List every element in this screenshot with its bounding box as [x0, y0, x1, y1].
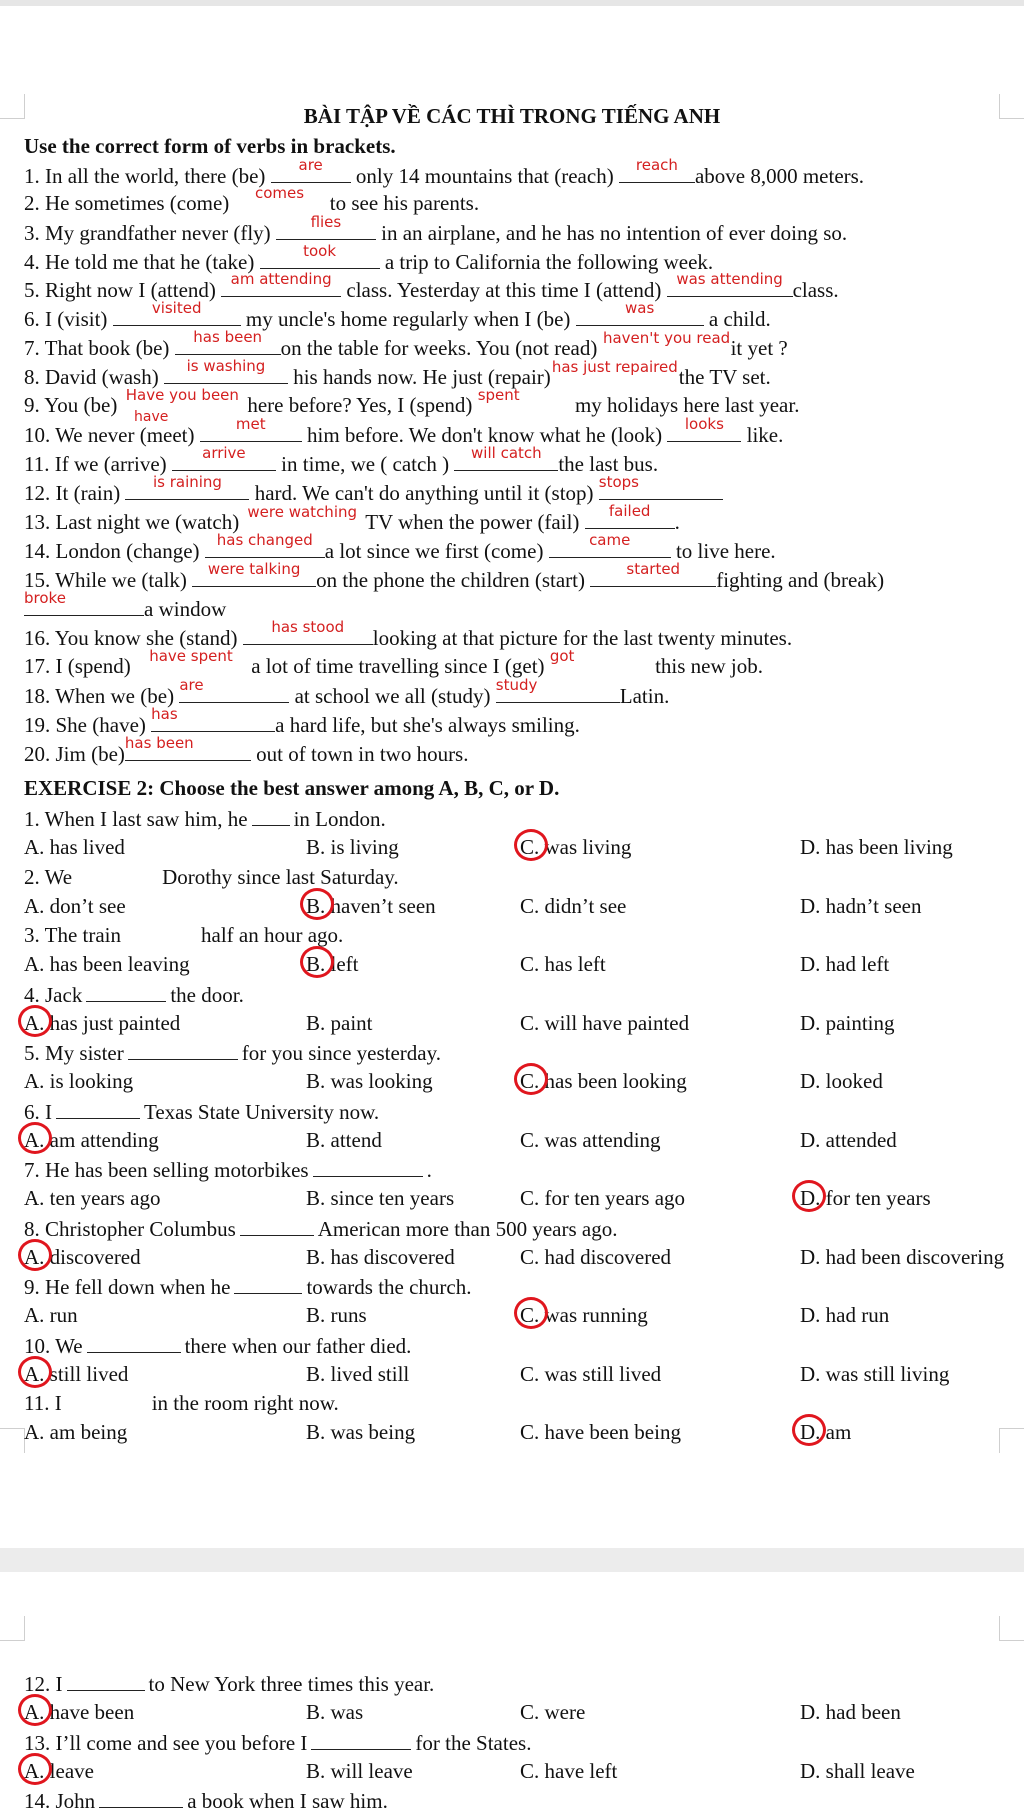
answer-circle-mark	[18, 1239, 52, 1271]
page-corner-mark	[0, 1616, 25, 1641]
answer-blank[interactable]: started	[590, 566, 716, 587]
option-d[interactable]: D. shall leave	[800, 1759, 915, 1783]
ex1-q19: 19. She (have) has a hard life, but she's always smiling.	[24, 705, 580, 737]
option-c[interactable]: C. has been looking	[520, 1068, 687, 1094]
option-a[interactable]: A. have been	[24, 1699, 134, 1725]
option-c[interactable]: C. had discovered	[520, 1245, 672, 1269]
option-c[interactable]: C. was attending	[520, 1128, 661, 1152]
ex1-q8: 8. David (wash) is washing his hands now. He just (repair) has just repaired the TV set.	[24, 357, 771, 389]
answer-blank[interactable]	[67, 1670, 145, 1691]
option-d[interactable]: D. attended	[800, 1128, 897, 1152]
option-d[interactable]: D. had left	[800, 952, 890, 976]
option-a[interactable]: A. discovered	[24, 1244, 141, 1270]
ex1-q10: 10. We never (meet) met him before. We don't know what he (look) looks like.	[24, 415, 784, 447]
ex1-q15: 15. While we (talk) were talking on the phone the children (start) started fighting and (break)	[24, 560, 885, 592]
answer-blank[interactable]: will catch	[454, 450, 558, 471]
answer-blank[interactable]: have spent	[149, 647, 233, 665]
answer-blank[interactable]: has been	[125, 740, 251, 761]
answer-blank[interactable]	[86, 981, 166, 1002]
mcq-question-13: 13. I’ll come and see you before I for the States.	[24, 1731, 532, 1755]
answer-blank[interactable]: stops	[599, 479, 723, 500]
option-a[interactable]: A. is looking	[24, 1069, 134, 1093]
mcq-question-6: 6. I Texas State University now.	[24, 1100, 380, 1124]
ex1-q15-cont: broke a window	[24, 589, 227, 621]
answer-blank[interactable]: comes	[254, 184, 305, 202]
answer-circle-mark	[514, 1063, 548, 1095]
answer-blank[interactable]: met	[200, 421, 302, 442]
option-c[interactable]: C. was still lived	[520, 1362, 662, 1386]
exercise-2-heading: EXERCISE 2: Choose the best answer among A, B, C, or D.	[24, 776, 560, 800]
option-d[interactable]: D. was still living	[800, 1362, 950, 1386]
ex1-q20: 20. Jim (be) has been out of town in two hours.	[24, 734, 469, 766]
option-d[interactable]: D. hadn’t seen	[800, 894, 922, 918]
ex1-q7: 7. That book (be) has been on the table for weeks. You (not read) haven't you read it yet ?	[24, 328, 788, 360]
option-c[interactable]: C. have left	[520, 1759, 618, 1783]
ex1-q4: 4. He told me that he (take) took a trip to California the following week.	[24, 242, 714, 274]
mcq-question-5: 5. My sister for you since yesterday.	[24, 1041, 441, 1065]
ex1-q9: 9. You (be) Have you been here before? Yes, I (spend) spent my holidays here last year. have	[24, 392, 799, 418]
answer-circle-mark	[18, 1753, 52, 1785]
option-d[interactable]: D. had been discovering	[800, 1245, 1005, 1269]
option-d[interactable]: D. for ten years	[800, 1185, 931, 1211]
answer-blank[interactable]	[128, 1039, 238, 1060]
ex1-q17: 17. I (spend) have spent a lot of time travelling since I (get) got this new job.	[24, 647, 763, 678]
answer-blank[interactable]: has been	[175, 334, 281, 355]
answer-circle-mark	[514, 1297, 548, 1329]
mcq-question-7: 7. He has been selling motorbikes .	[24, 1158, 432, 1182]
option-b[interactable]: B. lived still	[306, 1362, 410, 1386]
answer-blank[interactable]: has changed	[205, 537, 325, 558]
answer-blank[interactable]: has stood	[243, 624, 373, 645]
answer-blank[interactable]: was	[576, 305, 704, 326]
answer-circle-mark	[18, 1122, 52, 1154]
mcq-question-12: 12. I to New York three times this year.	[24, 1672, 435, 1696]
answer-circle-mark	[18, 1694, 52, 1726]
answer-blank[interactable]	[56, 1098, 140, 1119]
answer-blank[interactable]: looks	[667, 421, 741, 442]
answer-blank[interactable]: were talking	[192, 566, 316, 587]
mcq-question-14: 14. John a book when I saw him.	[24, 1789, 388, 1813]
page-corner-mark	[999, 1428, 1024, 1453]
ex1-q11: 11. If we (arrive) arrive in time, we ( catch ) will catch the last bus.	[24, 444, 659, 476]
answer-blank[interactable]	[252, 805, 290, 826]
option-b[interactable]: B. haven’t seen	[306, 893, 436, 919]
option-a[interactable]: A. am being	[24, 1420, 128, 1444]
answer-circle-mark	[18, 1356, 52, 1388]
mcq-question-9: 9. He fell down when he towards the church.	[24, 1275, 472, 1299]
option-b[interactable]: B. is living	[306, 835, 399, 859]
worksheet-page-2	[0, 1572, 1024, 1820]
option-c[interactable]: C. was running	[520, 1302, 648, 1328]
option-b[interactable]: B. left	[306, 951, 359, 977]
option-c[interactable]: C. for ten years ago	[520, 1186, 686, 1210]
option-b[interactable]: B. paint	[306, 1011, 373, 1035]
mcq-question-8: 8. Christopher Columbus American more than 500 years ago.	[24, 1217, 618, 1241]
mcq-question-10: 10. We there when our father died.	[24, 1334, 412, 1358]
option-a[interactable]: A. has lived	[24, 835, 125, 859]
option-b[interactable]: B. will leave	[306, 1759, 413, 1783]
answer-blank[interactable]: are	[271, 162, 351, 183]
mcq-question-2: 2. We Dorothy since last Saturday.	[24, 865, 399, 889]
option-c[interactable]: C. has left	[520, 952, 606, 976]
option-d[interactable]: D. had run	[800, 1303, 890, 1327]
answer-blank[interactable]: is raining	[125, 479, 249, 500]
option-c[interactable]: C. have been being	[520, 1420, 681, 1444]
answer-blank[interactable]: took	[260, 248, 380, 269]
option-d[interactable]: D. painting	[800, 1011, 895, 1035]
ex1-q1: 1. In all the world, there (be) are only 14 mountains that (reach) reach above 8,000 meters.	[24, 156, 865, 188]
option-a[interactable]: A. ten years ago	[24, 1186, 161, 1210]
answer-blank[interactable]: has just repaired	[551, 358, 678, 376]
ex1-q18: 18. When we (be) are at school we all (study) study Latin.	[24, 676, 670, 708]
option-a[interactable]: A. don’t see	[24, 894, 126, 918]
mcq-question-11: 11. I in the room right now.	[24, 1391, 339, 1415]
answer-blank[interactable]: was attending	[667, 276, 793, 297]
option-a[interactable]: A. leave	[24, 1758, 94, 1784]
option-b[interactable]: B. runs	[306, 1303, 367, 1327]
answer-blank[interactable]: got	[549, 647, 575, 665]
mcq-question-3: 3. The train half an hour ago.	[24, 923, 344, 947]
option-d[interactable]: D. had been	[800, 1700, 901, 1724]
option-a[interactable]: A. still lived	[24, 1361, 128, 1387]
ex1-q5: 5. Right now I (attend) am attending class. Yesterday at this time I (attend) was attending class.	[24, 270, 839, 302]
ex1-q12: 12. It (rain) is raining hard. We can't do anything until it (stop) stops	[24, 479, 723, 505]
answer-blank[interactable]: reach	[619, 162, 695, 183]
ex1-q14: 14. London (change) has changed a lot since we first (come) came to live here.	[24, 531, 776, 563]
answer-blank[interactable]: came	[549, 537, 671, 558]
answer-blank[interactable]	[87, 1332, 181, 1353]
option-a[interactable]: A. am attending	[24, 1127, 159, 1153]
answer-blank[interactable]	[313, 1156, 423, 1177]
option-b[interactable]: B. was being	[306, 1420, 416, 1444]
option-b[interactable]: B. has discovered	[306, 1245, 455, 1269]
mcq-question-4: 4. Jack the door.	[24, 983, 244, 1007]
option-c[interactable]: C. will have painted	[520, 1011, 690, 1035]
mcq-question-1: 1. When I last saw him, he in London.	[24, 807, 386, 831]
answer-circle-mark	[514, 829, 548, 861]
handwritten-note: have	[134, 409, 169, 425]
answer-blank[interactable]: spent	[477, 386, 520, 404]
option-d[interactable]: D. am	[800, 1419, 851, 1445]
answer-blank[interactable]: haven't you read	[602, 329, 731, 347]
option-b[interactable]: B. attend	[306, 1128, 382, 1152]
page-top-border	[0, 0, 1024, 6]
answer-circle-mark	[300, 946, 334, 978]
option-b[interactable]: B. was looking	[306, 1069, 433, 1093]
page-title: BÀI TẬP VỀ CÁC THÌ TRONG TIẾNG ANH	[303, 104, 721, 128]
answer-blank[interactable]: is washing	[164, 363, 288, 384]
answer-blank[interactable]: am attending	[221, 276, 341, 297]
page-corner-mark	[0, 1428, 25, 1453]
answer-blank[interactable]	[99, 1787, 183, 1808]
answer-circle-mark	[300, 888, 334, 920]
option-a[interactable]: A. run	[24, 1303, 78, 1327]
answer-blank[interactable]	[234, 1273, 302, 1294]
answer-blank[interactable]: broke	[24, 595, 144, 616]
page-corner-mark	[999, 1616, 1024, 1641]
option-b[interactable]: B. since ten years	[306, 1186, 455, 1210]
instruction: Use the correct form of verbs in brackets.	[24, 134, 396, 158]
option-b[interactable]: B. was	[306, 1700, 364, 1724]
answer-blank[interactable]: were watching	[247, 503, 358, 521]
answer-blank[interactable]: failed	[585, 508, 675, 529]
answer-blank[interactable]: visited	[113, 305, 241, 326]
ex1-q2: 2. He sometimes (come) comes to see his parents.	[24, 184, 480, 215]
ex1-q13: 13. Last night we (watch) were watching TV when the power (fail) failed .	[24, 502, 680, 534]
answer-blank[interactable]: study	[496, 682, 620, 703]
ex1-q6: 6. I (visit) visited my uncle's home regularly when I (be) was a child.	[24, 299, 771, 331]
answer-blank[interactable]: Have you been	[125, 386, 239, 404]
answer-circle-mark	[18, 1005, 52, 1037]
answer-circle-mark	[792, 1180, 826, 1212]
option-c[interactable]: C. was living	[520, 834, 631, 860]
option-a[interactable]: A. has just painted	[24, 1010, 180, 1036]
answer-blank[interactable]: has	[151, 711, 275, 732]
option-d[interactable]: D. has been living	[800, 835, 953, 859]
option-c[interactable]: C. didn’t see	[520, 894, 627, 918]
option-d[interactable]: D. looked	[800, 1069, 883, 1093]
option-c[interactable]: C. were	[520, 1700, 586, 1724]
ex1-q3: 3. My grandfather never (fly) flies in an airplane, and he has no intention of ever doing so.	[24, 213, 848, 245]
answer-blank[interactable]: arrive	[172, 450, 276, 471]
answer-blank[interactable]	[240, 1215, 314, 1236]
answer-circle-mark	[792, 1414, 826, 1446]
answer-blank[interactable]: flies	[276, 219, 376, 240]
answer-blank[interactable]: are	[179, 682, 289, 703]
ex1-q16: 16. You know she (stand) has stood looking at that picture for the last twenty minutes.	[24, 618, 793, 650]
option-a[interactable]: A. has been leaving	[24, 952, 190, 976]
answer-blank[interactable]	[311, 1729, 411, 1750]
